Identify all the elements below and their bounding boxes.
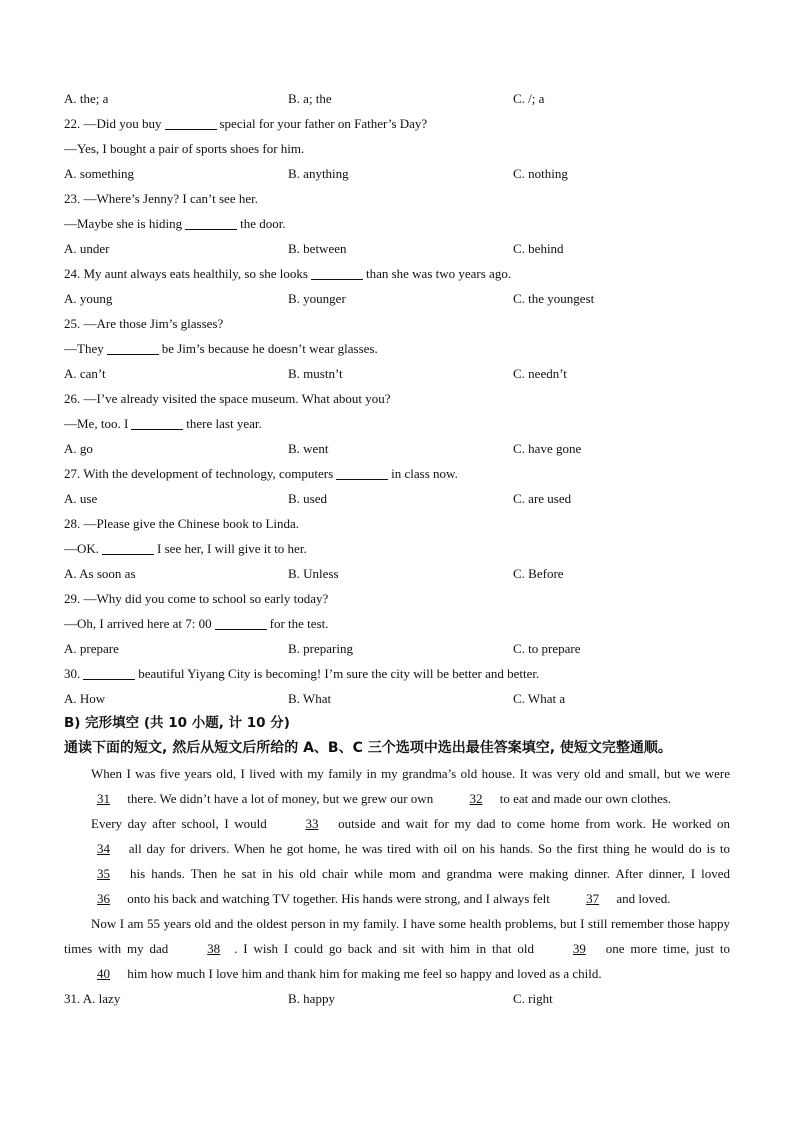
option-b: B. used [288,491,327,506]
answer-blank [165,115,217,130]
option-a: A. under [64,241,110,256]
q23-options [64,236,730,261]
question-22-line-2: —Yes, I bought a pair of sports shoes for him. [64,141,305,156]
option-b: B. What [288,691,332,706]
blank-34: 34 [97,841,110,856]
option-c: C. What a [513,691,566,706]
passage-paragraph-1: When I was five years old, I lived with my family in my grandma’s old house. It was very old and small, but we were 31 there. We didn’t have a lot of money, but we grew our own 32 to eat and made our own clothes. [64,761,730,811]
answer-blank [131,415,183,430]
answer-blank [83,665,135,680]
answer-blank [215,615,267,630]
option-a: A. As soon as [64,566,136,581]
option-c: C. behind [513,241,564,256]
exam-page [64,86,730,1011]
option-b: B. younger [288,291,346,306]
answer-blank [336,465,388,480]
question-23-line-2: —Maybe she is hiding the door. [64,216,286,231]
option-c: C. Before [513,566,564,581]
option-a: A. prepare [64,641,119,656]
blank-36: 36 [97,891,110,906]
question-28-line-2: —OK. I see her, I will give it to her. [64,541,307,556]
option-a: A. young [64,291,113,306]
option-c: C. needn’t [513,366,567,381]
option-c: C. /; a [513,91,545,106]
blank-40: 40 [97,966,110,981]
option-a: A. go [64,441,93,456]
question-29-line-1: 29. —Why did you come to school so early today? [64,591,329,606]
blank-35: 35 [97,866,110,881]
question-30-line-1: 30. beautiful Yiyang City is becoming! I’m sure the city will be better and better. [64,666,540,681]
q27-options [64,486,730,511]
option-c: C. the youngest [513,291,595,306]
blank-32: 32 [469,791,483,806]
q31-options [64,986,730,1011]
question-26-line-2: —Me, too. I there last year. [64,416,262,431]
option-b: B. went [288,441,329,456]
option-b: B. anything [288,166,349,181]
answer-blank [311,265,363,280]
question-26-line-1: 26. —I’ve already visited the space museum. What about you? [64,391,391,406]
option-b: B. mustn’t [288,366,343,381]
option-b: B. happy [288,991,335,1006]
answer-blank [102,540,154,555]
option-b: B. Unless [288,566,339,581]
section-instruction: 通读下面的短文, 然后从短文后所给的 A、B、C 三个选项中选出最佳答案填空, 使短文完整通顺。 [64,740,672,756]
option-a: A. something [64,166,135,181]
question-25-line-1: 25. —Are those Jim’s glasses? [64,316,224,331]
option-b: B. a; the [288,91,332,106]
option-c: C. nothing [513,166,568,181]
section-heading: B) 完形填空 (共 10 小题, 计 10 分) [64,715,290,731]
question-23-line-1: 23. —Where’s Jenny? I can’t see her. [64,191,258,206]
option-b: B. preparing [288,641,353,656]
blank-33: 33 [305,816,319,831]
option-a: A. can’t [64,366,106,381]
question-29-line-2: —Oh, I arrived here at 7: 00 for the test. [64,616,329,631]
q28-options [64,561,730,586]
option-c: C. have gone [513,441,582,456]
question-24-line-1: 24. My aunt always eats healthily, so she looks than she was two years ago. [64,266,512,281]
question-27-line-1: 27. With the development of technology, computers in class now. [64,466,458,481]
question-25-line-2: —They be Jim’s because he doesn’t wear glasses. [64,341,378,356]
q26-options [64,436,730,461]
option-a: A. the; a [64,91,109,106]
option-c: C. to prepare [513,641,581,656]
q21-options [64,86,730,111]
passage-paragraph-3: Now I am 55 years old and the oldest person in my family. I have some health problems, but I still remember those happy times with my dad 38 . I wish I could go back and sit with him in that old 39 one more time, just to 40 him how much I love him and thank him for making me feel so happy and loved as a child. [64,911,730,986]
q22-options [64,161,730,186]
blank-37: 37 [586,891,600,906]
option-a: 31. A. lazy [64,991,121,1006]
q25-options [64,361,730,386]
option-c: C. are used [513,491,572,506]
q29-options [64,636,730,661]
blank-39: 39 [572,941,586,956]
q24-options [64,286,730,311]
option-b: B. between [288,241,347,256]
option-c: C. right [513,991,553,1006]
blank-31: 31 [97,791,110,806]
blank-38: 38 [207,941,221,956]
q30-options [64,686,730,711]
answer-blank [107,340,159,355]
option-a: A. use [64,491,98,506]
answer-blank [185,215,237,230]
question-28-line-1: 28. —Please give the Chinese book to Linda. [64,516,300,531]
option-a: A. How [64,691,106,706]
question-22-line-1: 22. —Did you buy special for your father on Father’s Day? [64,116,428,131]
passage-paragraph-2: Every day after school, I would 33 outside and wait for my dad to come home from work. He worked on 34 all day for drivers. When he got home, he was tired with oil on his hands. So the first thing he would do is to 35 his hands. Then he sat in his old chair while mom and grandma were making dinner. After dinner, I loved 36 onto his back and watching TV together. His hands were strong, and I always felt 37 and loved. [64,811,730,911]
